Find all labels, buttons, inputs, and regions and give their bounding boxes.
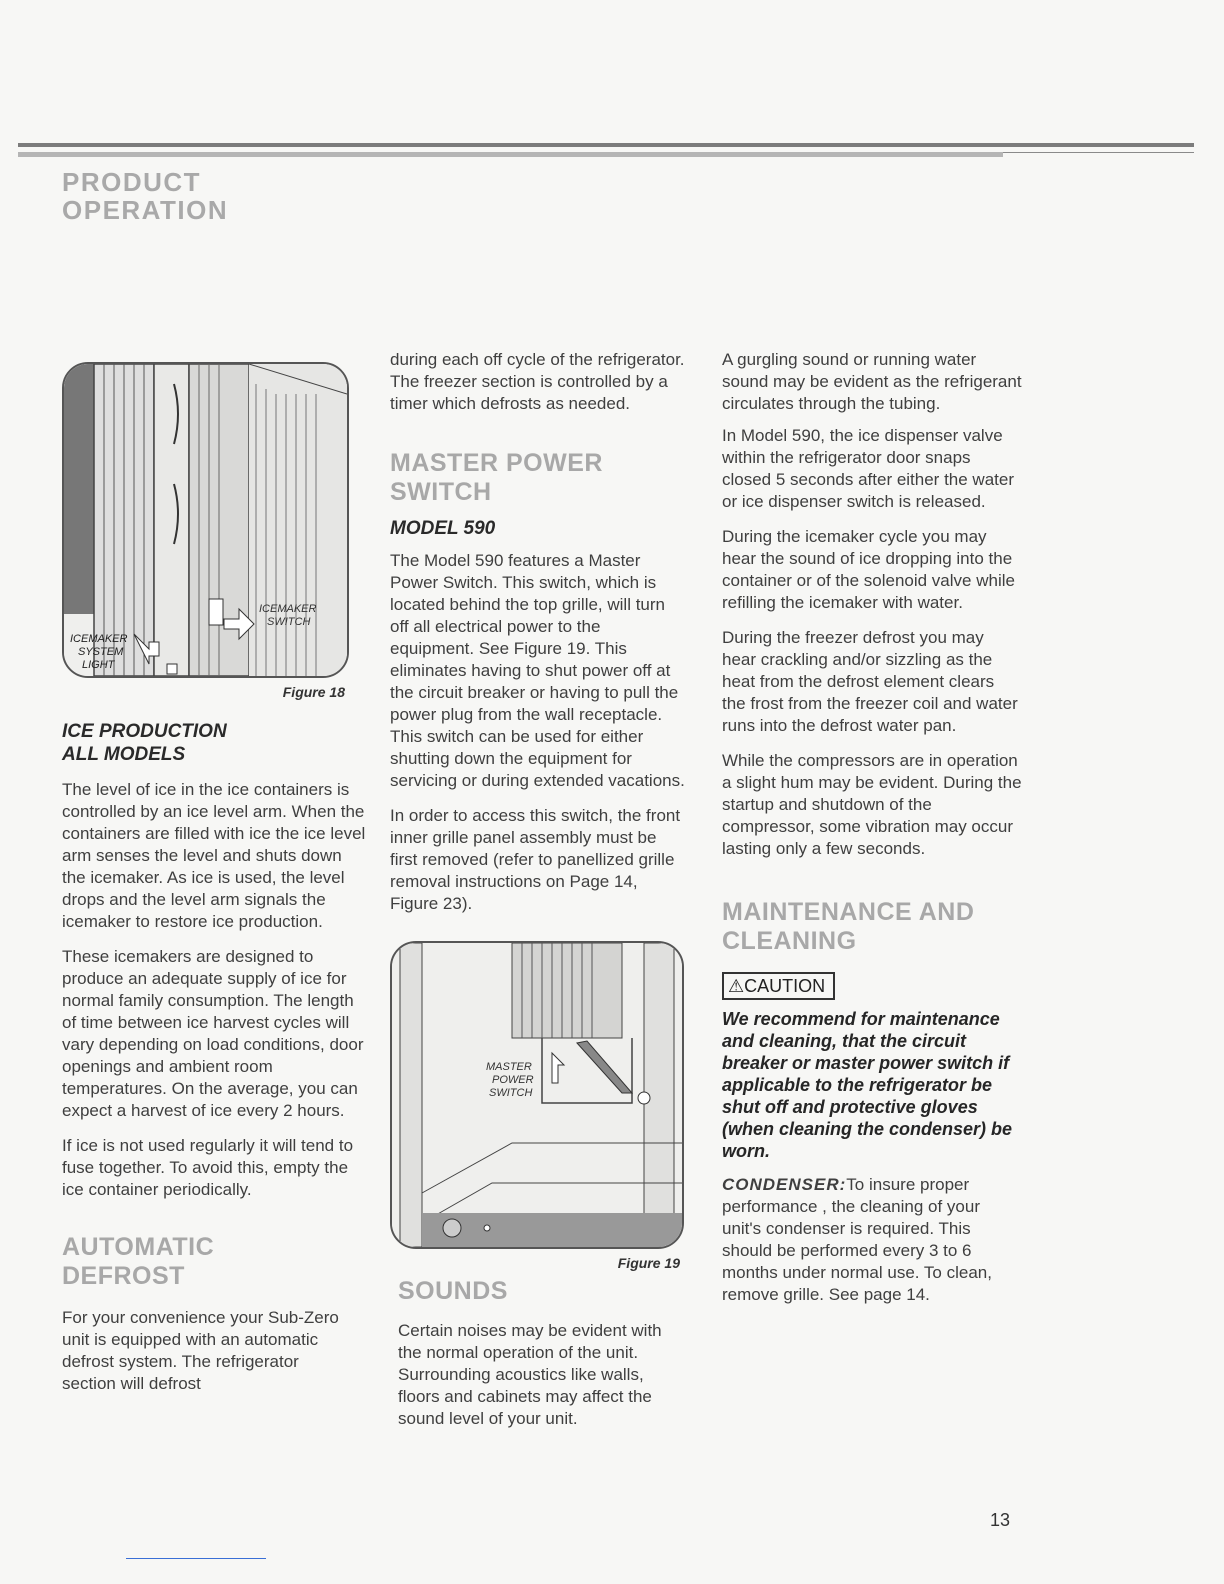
condenser-label: CONDENSER: <box>722 1175 847 1194</box>
middle-column <box>390 349 685 1430</box>
caution-badge <box>722 972 835 1000</box>
ice-production-paragraph-1: The level of ice in the ice containers is controlled by an ice level arm. When the containers are filled with ice the ice level arm senses the level and shuts down the icemaker. As ice is used, the level drops and the level arm signals the icemaker to restore ice production. <box>62 780 366 931</box>
figure-19-drawing <box>392 943 682 1247</box>
ice-production-paragraph-3: If ice is not used regularly it will tend to fuse together. To avoid this, empty the ice container periodically. <box>62 1136 354 1199</box>
condenser-text: To insure proper performance , the cleaning of your unit's condenser is required. This should be performed every 3 to 6 months under normal use. To clean, remove grille. See page 14. <box>722 1175 992 1304</box>
automatic-defrost-heading <box>62 1233 367 1291</box>
bottom-rule <box>126 1558 266 1559</box>
sounds-paragraph-4: During the icemaker cycle you may hear the sound of ice dropping into the container or of the solenoid valve while refilling the icemaker with water. <box>722 527 1015 612</box>
figure-19-caption: Figure 19 <box>617 1255 680 1271</box>
ice-production-heading-line1: ICE PRODUCTION <box>62 721 227 742</box>
master-power-switch-heading-line1: MASTER POWER <box>390 449 603 477</box>
fig19-label-1: MASTER <box>486 1061 532 1073</box>
caution-text: We recommend for maintenance and cleaning, that the circuit breaker or master power switch if applicable to the refrigerator be shut off and protective gloves (when cleaning the condenser) be worn. <box>722 1009 1013 1161</box>
fig18-light-label-2: SYSTEM <box>78 646 124 658</box>
left-column <box>62 362 367 1395</box>
automatic-defrost-paragraph-1: For your convenience your Sub-Zero unit is equipped with an automatic defrost system. The refrigerator section will defrost <box>62 1308 339 1393</box>
fig18-light-label-1: ICEMAKER <box>70 633 128 645</box>
condenser-paragraph <box>722 1174 1022 1306</box>
page-title-line1: PRODUCT <box>62 167 202 197</box>
sounds-paragraph-3: In Model 590, the ice dispenser valve within the refrigerator door snaps closed 5 seconds after either the water or ice dispenser switch is released. <box>722 426 1014 511</box>
sounds-heading: SOUNDS <box>398 1277 508 1305</box>
caution-row <box>722 972 1022 1000</box>
fig19-label-3: SWITCH <box>489 1087 533 1099</box>
fig18-switch-label-1: ICEMAKER <box>259 603 317 615</box>
ice-production-paragraph-2: These icemakers are designed to produce an adequate supply of ice for normal family consumption. The length of time between ice harvest cycles will vary depending on load conditions, door openings and ambient room temperatures. On the average, you can expect a harvest of ice every 2 hours. <box>62 947 364 1120</box>
header-rule-thin <box>1003 152 1194 153</box>
sounds-paragraph-2: A gurgling sound or running water sound may be evident as the refrigerant circulates through the tubing. <box>722 350 1022 413</box>
page-number: 13 <box>990 1510 1011 1530</box>
figure-18-illustration <box>62 362 349 678</box>
automatic-defrost-paragraph-2: during each off cycle of the refrigerator. The freezer section is controlled by a timer which defrosts as needed. <box>390 350 685 413</box>
master-power-switch-paragraph-2: In order to access this switch, the front inner grille panel assembly must be first removed (refer to panellized grille removal instructions on Page 14, Figure 23). <box>390 806 681 913</box>
maintenance-heading-line1: MAINTENANCE AND <box>722 898 975 926</box>
fig19-label-2: POWER <box>492 1074 534 1086</box>
master-power-switch-heading <box>390 449 685 507</box>
master-power-switch-paragraph-1: The Model 590 features a Master Power Switch. This switch, which is located behind the top grille, will turn off all electrical power to the equipment. See Figure 19. This eliminates having to shut power off at the circuit breaker or having to pull the power plug from the wall receptacle. This switch can be used for either shutting down the equipment for servicing or during extended vacations. <box>390 551 685 790</box>
header-rule-shaded <box>18 152 1003 157</box>
model-590-subheading: MODEL 590 <box>390 518 496 539</box>
automatic-defrost-heading-line2: DEFROST <box>62 1262 185 1290</box>
header-rule-top <box>18 143 1194 147</box>
figure-18-drawing <box>64 364 347 676</box>
ice-production-heading <box>62 720 367 766</box>
figure-18-caption: Figure 18 <box>282 684 345 700</box>
warning-triangle-icon: ⚠ <box>728 976 745 996</box>
right-column <box>722 349 1022 1306</box>
sounds-paragraph-5: During the freezer defrost you may hear crackling and/or sizzling as the heat from the defrost element clears the frost from the freezer coil and water runs into the defrost water pan. <box>722 628 1018 735</box>
maintenance-heading <box>722 898 1022 956</box>
page-title-line2: OPERATION <box>62 195 229 225</box>
ice-production-heading-line2: ALL MODELS <box>62 744 186 765</box>
caution-label: CAUTION <box>744 976 826 996</box>
fig18-light-label-3: LIGHT <box>82 659 115 671</box>
sounds-paragraph-1: Certain noises may be evident with the normal operation of the unit. Surrounding acoustics like walls, floors and cabinets may affect the sound level of your unit. <box>398 1321 662 1428</box>
sounds-paragraph-6: While the compressors are in operation a slight hum may be evident. During the startup and shutdown of the compressor, some vibration may occur lasting only a few seconds. <box>722 751 1022 858</box>
page-title <box>62 168 228 224</box>
maintenance-heading-line2: CLEANING <box>722 927 857 955</box>
fig18-switch-label-2: SWITCH <box>267 616 311 628</box>
master-power-switch-heading-line2: SWITCH <box>390 478 492 506</box>
automatic-defrost-heading-line1: AUTOMATIC <box>62 1233 215 1261</box>
figure-19-illustration <box>390 941 684 1249</box>
